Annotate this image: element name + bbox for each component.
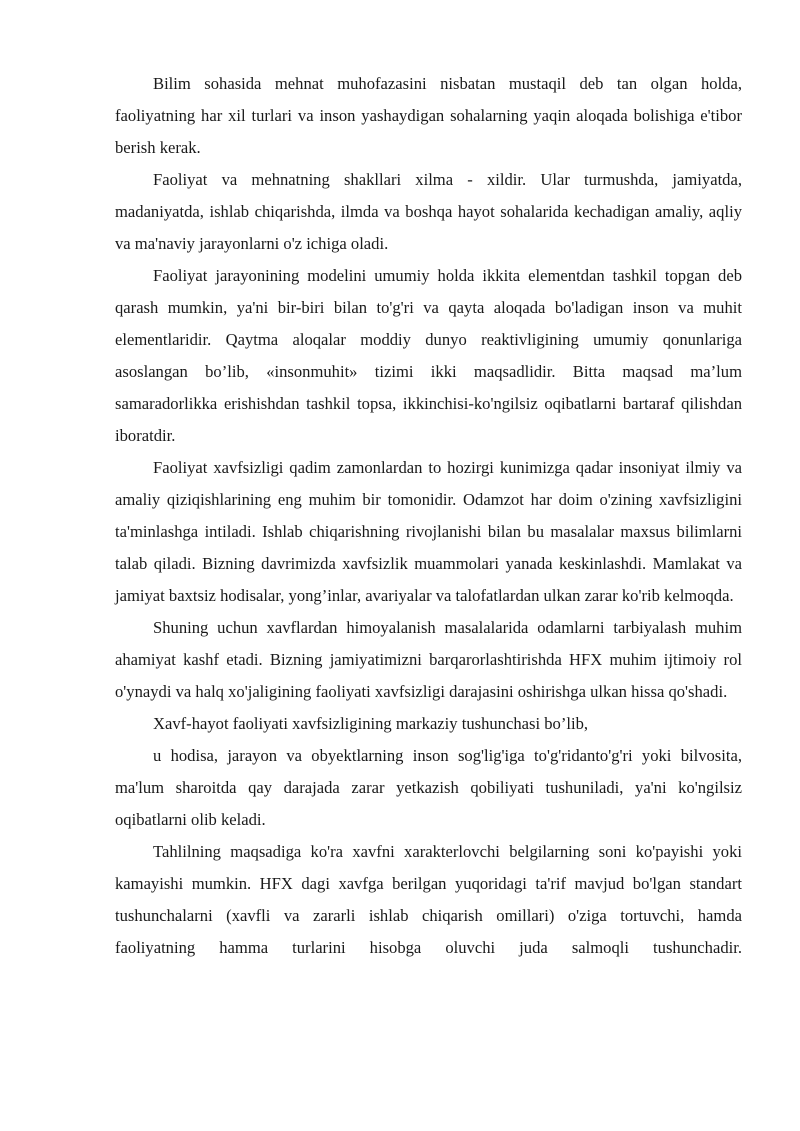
paragraph-4: Faoliyat xavfsizligi qadim zamonlardan to hozirgi kunimizga qadar insoniyat ilmiy va amaliy qiziqishlarining eng muhim bir tomonidir. Odamzot har doim o'zining xavfsizligini ta'minlashga intiladi. Ishlab chiqarishning rivojlanishi bilan bu masalalar maxsus bilimlarni talab qiladi. Bizning davrimizda xavfsizlik muammolari yanada keskinlashdi. Mamlakat va jamiyat baxtsiz hodisalar, yong’inlar, avariyalar va talofatlardan ulkan zarar ko'rib kelmoqda. <box>115 458 742 605</box>
paragraph-6: Xavf-hayot faoliyati xavfsizligining markaziy tushunchasi bo’lib, <box>153 714 589 733</box>
paragraph-2: Faoliyat va mehnatning shakllari xilma - xildir. Ular turmushda, jamiyatda, madaniyatda, ishlab chiqarishda, ilmda va boshqa hayot sohalarida kechadigan amaliy, aqliy va ma'naviy jarayonlarni o'z ichiga oladi. <box>115 170 742 253</box>
paragraph-7: u hodisa, jarayon va obyektlarning inson sog'lig'iga to'g'ridanto'g'ri yoki bilvosita, ma'lum sharoitda qay darajada zarar yetkazish qobiliyati tushuniladi, ya'ni ko'ngilsiz oqibatlarni olib keladi. <box>115 746 742 829</box>
paragraph-5: Shuning uchun xavflardan himoyalanish masalalarida odamlarni tarbiyalash muhim ahamiyat kashf etadi. Bizning jamiyatimizni barqarorlashtirishda HFX muhim ijtimoiy rol o'ynaydi va halq xo'jaligining faoliyati xavfsizligi darajasini oshirishga ulkan hissa qo'shadi. <box>115 618 742 701</box>
paragraph-1: Bilim sohasida mehnat muhofazasini nisbatan mustaqil deb tan olgan holda, faoliyatning har xil turlari va inson yashaydigan sohalarning yaqin aloqada bolishiga e'tibor berish kerak. <box>115 74 742 157</box>
paragraph-8: Tahlilning maqsadiga ko'ra xavfni xarakterlovchi belgilarning soni ko'payishi yoki kamayishi mumkin. HFX dagi xavfga berilgan yuqoridagi ta'rif mavjud bo'lgan standart tushunchalarni (xavfli va zararli ishlab chiqarish omillari) o'ziga tortuvchi, hamda faoliyatning hamma turlarini hisobga oluvchi juda salmoqli tushunchadir. <box>115 842 742 957</box>
paragraph-3: Faoliyat jarayonining modelini umumiy holda ikkita elementdan tashkil topgan deb qarash mumkin, ya'ni bir-biri bilan to'g'ri va qayta aloqada bo'ladigan inson va muhit elementlaridir. Qaytma aloqalar moddiy dunyo reaktivligining umumiy qonunlariga asoslangan bo’lib, «insonmuhit» tizimi ikki maqsadlidir. Bitta maqsad ma’lum samaradorlikka erishishdan tashkil topsa, ikkinchisi-ko'ngilsiz oqibatlarni bartaraf qilishdan iboratdir. <box>115 266 742 445</box>
document-page <box>115 68 742 964</box>
